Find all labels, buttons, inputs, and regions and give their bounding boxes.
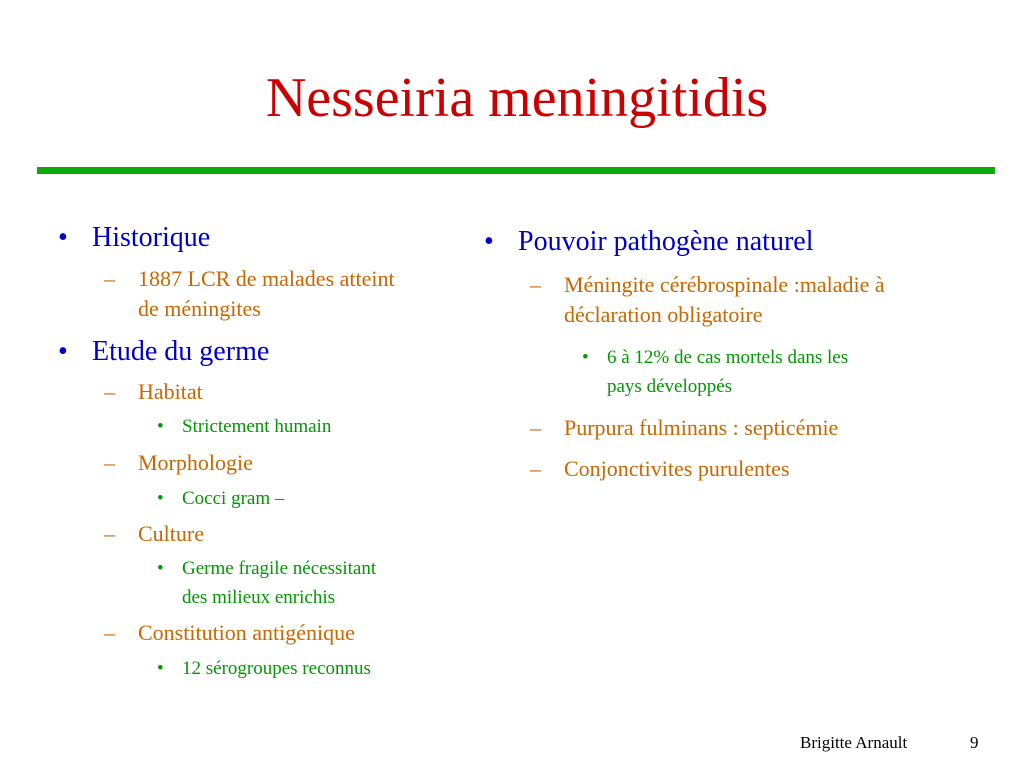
- bullet-dash: –: [530, 272, 541, 297]
- page-number: 9: [970, 733, 979, 752]
- sub-item-morphologie: [104, 448, 253, 478]
- culture-detail-line-1: Germe fragile nécessitant: [182, 558, 377, 579]
- bullet-dot: •: [157, 658, 164, 679]
- sub-item-purpura: [530, 413, 839, 443]
- meningite-line-1: Méningite cérébrospinale :maladie à: [564, 272, 885, 297]
- lcr-line-1: 1887 LCR de malades atteint: [138, 266, 395, 291]
- historique-label: Historique: [92, 222, 211, 253]
- etude-label: Etude du germe: [92, 336, 270, 367]
- bullet-dash: –: [104, 620, 115, 645]
- detail-culture: [157, 554, 377, 612]
- sub-item-lcr: [104, 264, 395, 324]
- purpura-label: Purpura fulminans : septicémie: [564, 415, 839, 440]
- bullet-dash: –: [104, 266, 115, 291]
- pouvoir-label: Pouvoir pathogène naturel: [518, 226, 814, 257]
- sub-item-meningite: [530, 270, 885, 330]
- slide-title: Nesseiria meningitidis: [265, 67, 769, 129]
- culture-detail-line-2: des milieux enrichis: [182, 587, 336, 608]
- bullet-pouvoir: [484, 226, 814, 258]
- bullet-dash: –: [530, 415, 541, 440]
- morphologie-detail: Cocci gram –: [182, 488, 285, 509]
- bullet-etude: [58, 336, 270, 368]
- habitat-detail: Strictement humain: [182, 416, 332, 437]
- title-divider: [37, 167, 995, 174]
- bullet-dot: •: [58, 222, 68, 253]
- sub-item-habitat: [104, 377, 203, 407]
- sub-item-conjonctivites: [530, 454, 790, 484]
- detail-constitution: [157, 654, 371, 683]
- sub-item-culture: [104, 519, 204, 549]
- bullet-dot: •: [157, 488, 164, 509]
- detail-morphologie: [157, 484, 285, 513]
- mortels-line-2: pays développés: [607, 376, 733, 397]
- bullet-dot: •: [58, 336, 68, 367]
- detail-habitat: [157, 412, 332, 441]
- detail-mortels: [582, 343, 849, 401]
- lcr-line-2: de méningites: [138, 296, 261, 321]
- constitution-detail: 12 sérogroupes reconnus: [182, 658, 371, 679]
- bullet-dash: –: [104, 521, 115, 546]
- habitat-label: Habitat: [138, 379, 203, 404]
- bullet-dot: •: [157, 416, 164, 437]
- bullet-dot: •: [157, 558, 164, 579]
- bullet-dot: •: [484, 226, 494, 257]
- sub-item-constitution: [104, 618, 355, 648]
- bullet-dash: –: [104, 450, 115, 475]
- bullet-historique: [58, 222, 211, 254]
- conjonctivites-label: Conjonctivites purulentes: [564, 456, 790, 481]
- constitution-label: Constitution antigénique: [138, 620, 355, 645]
- culture-label: Culture: [138, 521, 204, 546]
- morphologie-label: Morphologie: [138, 450, 253, 475]
- bullet-dash: –: [530, 456, 541, 481]
- bullet-dash: –: [104, 379, 115, 404]
- meningite-line-2: déclaration obligatoire: [564, 302, 763, 327]
- mortels-line-1: 6 à 12% de cas mortels dans les: [607, 347, 849, 368]
- footer-author: Brigitte Arnault: [800, 733, 908, 752]
- bullet-dot: •: [582, 347, 589, 368]
